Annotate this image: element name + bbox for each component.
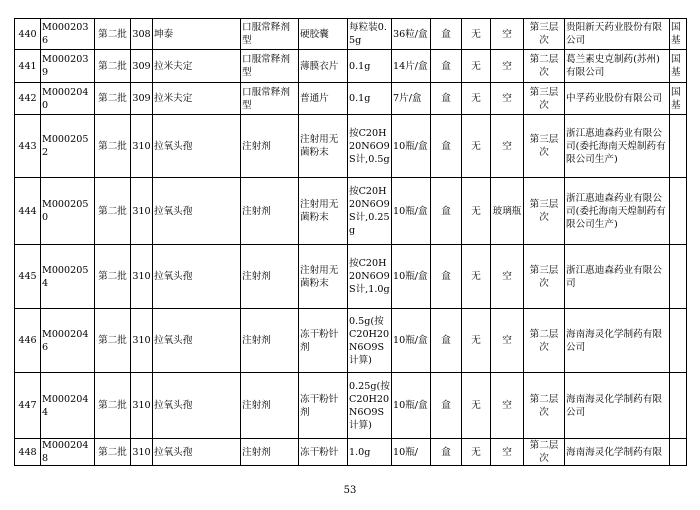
batch-cell: 第二批 — [95, 373, 131, 439]
group-number-cell: 310 — [131, 115, 153, 178]
group-number-cell: 308 — [131, 19, 153, 50]
manufacturer-cell: 海南海灵化学制药有限公司 — [565, 309, 670, 373]
package-material-cell: 空 — [491, 115, 524, 178]
quality-level-cell: 第二层次 — [524, 309, 565, 373]
note-cell: 国基 — [670, 50, 687, 83]
specification-cell: 冻干粉针剂 — [299, 309, 348, 373]
package-cell: 10瓶/盒 — [392, 309, 431, 373]
batch-cell: 第二批 — [95, 19, 131, 50]
dosage-form-cell: 注射剂 — [241, 115, 299, 178]
manufacturer-cell: 浙江惠迪森药业有限公司(委托海南天煌制药有限公司生产) — [565, 178, 670, 245]
page-number: 53 — [343, 485, 357, 496]
row-number-cell: 446 — [15, 309, 41, 373]
generic-name-cell: 拉氧头孢 — [153, 309, 241, 373]
table-row — [15, 178, 687, 245]
batch-cell: 第二批 — [95, 178, 131, 245]
package-material-cell: 空 — [491, 50, 524, 83]
flag-cell: 无 — [462, 50, 491, 83]
product-code-cell: M0002044 — [41, 373, 95, 439]
unit-cell: 盒 — [431, 439, 462, 466]
specification-cell: 冻干粉针 — [299, 439, 348, 466]
batch-cell: 第二批 — [95, 439, 131, 466]
manufacturer-cell: 海南海灵化学制药有限 — [565, 439, 670, 466]
package-material-cell: 空 — [491, 309, 524, 373]
row-number-cell: 445 — [15, 245, 41, 309]
note-cell — [670, 439, 687, 466]
product-code-cell: M0002039 — [41, 50, 95, 83]
note-cell — [670, 309, 687, 373]
package-cell: 10瓶/盒 — [392, 178, 431, 245]
specification-cell: 普通片 — [299, 83, 348, 115]
unit-cell: 盒 — [431, 373, 462, 439]
table-row — [15, 309, 687, 373]
dosage-form-cell: 注射剂 — [241, 245, 299, 309]
strength-cell: 0.1g — [348, 50, 392, 83]
strength-cell: 按C20H20N6O9S计,0.5g — [348, 115, 392, 178]
group-number-cell: 310 — [131, 373, 153, 439]
package-cell: 10瓶/ — [392, 439, 431, 466]
quality-level-cell: 第三层次 — [524, 245, 565, 309]
table-row — [15, 373, 687, 439]
quality-level-cell: 第三层次 — [524, 19, 565, 50]
batch-cell: 第二批 — [95, 245, 131, 309]
package-material-cell: 空 — [491, 19, 524, 50]
generic-name-cell: 拉氧头孢 — [153, 115, 241, 178]
dosage-form-cell: 口服常释剂型 — [241, 19, 299, 50]
dosage-form-cell: 注射剂 — [241, 178, 299, 245]
table-row — [15, 245, 687, 309]
unit-cell: 盒 — [431, 50, 462, 83]
generic-name-cell: 坤泰 — [153, 19, 241, 50]
group-number-cell: 310 — [131, 178, 153, 245]
unit-cell: 盒 — [431, 83, 462, 115]
flag-cell: 无 — [462, 83, 491, 115]
strength-cell: 0.5g(按C20H20N6O9S计算) — [348, 309, 392, 373]
note-cell — [670, 115, 687, 178]
table-row — [15, 50, 687, 83]
specification-cell: 硬胶囊 — [299, 19, 348, 50]
table-row — [15, 115, 687, 178]
flag-cell: 无 — [462, 439, 491, 466]
product-code-cell: M0002052 — [41, 115, 95, 178]
table-body — [15, 19, 687, 466]
package-material-cell: 空 — [491, 439, 524, 466]
quality-level-cell: 第三层次 — [524, 83, 565, 115]
batch-cell: 第二批 — [95, 115, 131, 178]
note-cell: 国基 — [670, 19, 687, 50]
row-number-cell: 444 — [15, 178, 41, 245]
group-number-cell: 309 — [131, 50, 153, 83]
flag-cell: 无 — [462, 178, 491, 245]
flag-cell: 无 — [462, 245, 491, 309]
dosage-form-cell: 注射剂 — [241, 373, 299, 439]
strength-cell: 按C20H20N6O9S计,0.25g — [348, 178, 392, 245]
package-cell: 14片/盒 — [392, 50, 431, 83]
row-number-cell: 441 — [15, 50, 41, 83]
unit-cell: 盒 — [431, 178, 462, 245]
row-number-cell: 440 — [15, 19, 41, 50]
strength-cell: 按C20H20N6O9S计,1.0g — [348, 245, 392, 309]
product-code-cell: M0002040 — [41, 83, 95, 115]
group-number-cell: 310 — [131, 309, 153, 373]
unit-cell: 盒 — [431, 19, 462, 50]
package-material-cell: 空 — [491, 373, 524, 439]
specification-cell: 注射用无菌粉末 — [299, 245, 348, 309]
manufacturer-cell: 浙江惠迪森药业有限公司(委托海南天煌制药有限公司生产) — [565, 115, 670, 178]
row-number-cell: 447 — [15, 373, 41, 439]
flag-cell: 无 — [462, 19, 491, 50]
package-cell: 10瓶/盒 — [392, 115, 431, 178]
product-code-cell: M0002046 — [41, 309, 95, 373]
specification-cell: 注射用无菌粉末 — [299, 178, 348, 245]
batch-cell: 第二批 — [95, 83, 131, 115]
dosage-form-cell: 口服常释剂型 — [241, 50, 299, 83]
quality-level-cell: 第二层次 — [524, 50, 565, 83]
unit-cell: 盒 — [431, 115, 462, 178]
dosage-form-cell: 注射剂 — [241, 439, 299, 466]
package-cell: 10瓶/盒 — [392, 245, 431, 309]
package-material-cell: 玻璃瓶 — [491, 178, 524, 245]
quality-level-cell: 第二层次 — [524, 439, 565, 466]
batch-cell: 第二批 — [95, 309, 131, 373]
package-cell: 10瓶/盒 — [392, 373, 431, 439]
note-cell — [670, 373, 687, 439]
product-code-cell: M0002036 — [41, 19, 95, 50]
note-cell: 国基 — [670, 83, 687, 115]
dosage-form-cell: 口服常释剂型 — [241, 83, 299, 115]
package-material-cell: 空 — [491, 83, 524, 115]
specification-cell: 薄膜衣片 — [299, 50, 348, 83]
drug-catalog-table — [14, 18, 687, 466]
generic-name-cell: 拉米夫定 — [153, 50, 241, 83]
manufacturer-cell: 葛兰素史克制药(苏州)有限公司 — [565, 50, 670, 83]
package-material-cell: 空 — [491, 245, 524, 309]
product-code-cell: M0002054 — [41, 245, 95, 309]
group-number-cell: 310 — [131, 439, 153, 466]
manufacturer-cell: 贵阳新天药业股份有限公司 — [565, 19, 670, 50]
note-cell — [670, 245, 687, 309]
row-number-cell: 442 — [15, 83, 41, 115]
generic-name-cell: 拉氧头孢 — [153, 439, 241, 466]
specification-cell: 注射用无菌粉末 — [299, 115, 348, 178]
row-number-cell: 448 — [15, 439, 41, 466]
quality-level-cell: 第三层次 — [524, 178, 565, 245]
note-cell — [670, 178, 687, 245]
unit-cell: 盒 — [431, 245, 462, 309]
strength-cell: 0.25g(按C20H20N6O9S计算) — [348, 373, 392, 439]
generic-name-cell: 拉氧头孢 — [153, 373, 241, 439]
flag-cell: 无 — [462, 373, 491, 439]
package-cell: 7片/盒 — [392, 83, 431, 115]
generic-name-cell: 拉米夫定 — [153, 83, 241, 115]
quality-level-cell: 第三层次 — [524, 115, 565, 178]
group-number-cell: 309 — [131, 83, 153, 115]
generic-name-cell: 拉氧头孢 — [153, 245, 241, 309]
generic-name-cell: 拉氧头孢 — [153, 178, 241, 245]
table-row — [15, 19, 687, 50]
group-number-cell: 310 — [131, 245, 153, 309]
batch-cell: 第二批 — [95, 50, 131, 83]
product-code-cell: M0002050 — [41, 178, 95, 245]
table-row — [15, 439, 687, 466]
specification-cell: 冻干粉针剂 — [299, 373, 348, 439]
product-code-cell: M0002048 — [41, 439, 95, 466]
package-cell: 36粒/盒 — [392, 19, 431, 50]
dosage-form-cell: 注射剂 — [241, 309, 299, 373]
manufacturer-cell: 浙江惠迪森药业有限公司 — [565, 245, 670, 309]
manufacturer-cell: 海南海灵化学制药有限公司 — [565, 373, 670, 439]
strength-cell: 每粒装0.5g — [348, 19, 392, 50]
quality-level-cell: 第二层次 — [524, 373, 565, 439]
flag-cell: 无 — [462, 309, 491, 373]
row-number-cell: 443 — [15, 115, 41, 178]
manufacturer-cell: 中孚药业股份有限公司 — [565, 83, 670, 115]
strength-cell: 1.0g — [348, 439, 392, 466]
table-row — [15, 83, 687, 115]
strength-cell: 0.1g — [348, 83, 392, 115]
unit-cell: 盒 — [431, 309, 462, 373]
flag-cell: 无 — [462, 115, 491, 178]
